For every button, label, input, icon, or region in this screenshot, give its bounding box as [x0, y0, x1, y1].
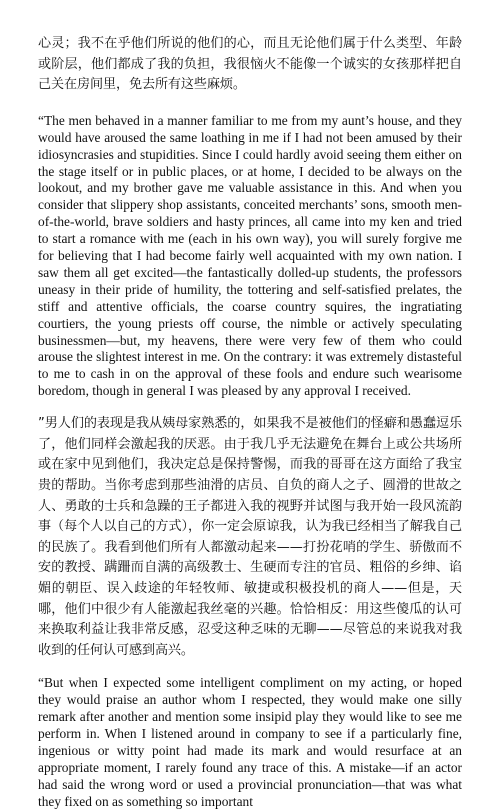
paragraph-chinese-2: ”男人们的表现是我从姨母家熟悉的，如果我不是被他们的怪癖和愚蠢逗乐了，他们同样会激起我的厌恶。由于我几乎无法避免在舞台上或公共场所或在家中见到他们，我决定总是保持警惕，而我的哥哥在这方面给了我宝贵的帮助。当你考虑到那些油滑的店员、自负的商人之子、圆滑的世故之人、勇敢的士兵和急躁的王子都进入我的视野并试图与我开始一段风流韵事（每个人以自己的方式），你一定会原谅我，认为我已经相当了解我自己的民族了。我看到他们所有人都激动起来——打扮花哨的学生、骄傲而不安的教授、蹒跚而自满的高级教士、生硬而专注的官员、粗俗的乡绅、谄媚的朝臣、误入歧途的年轻牧师、敏捷或积极投机的商人——但是，天哪，他们中很少有人能激起我丝毫的兴趣。恰恰相反：用这些傻瓜的认可来换取利益让我非常反感，忍受这种乏味的无聊——尽管总的来说我对我收到的任何认可感到高兴。: [38, 416, 462, 658]
paragraph-english-2: “But when I expected some intelligent compliment on my acting, or hoped they would praise an author whom I respected, they would make one silly remark after another and mention some insipid play they would like to see me perform in. When I listened around in company to see if a particularly fine, ingenious or witty point had made its mark and would resurface at an appropriate moment, I rarely found any trace of this. A mistake—if an actor had said the wrong word or used a provincial pronunciation—that was what they fixed on as something so important: [38, 675, 462, 809]
paragraph-chinese-1: 心灵；我不在乎他们所说的他们的心，而且无论他们属于什么类型、年龄或阶层，他们都成了我的负担，我很恼火不能像一个诚实的女孩那样把自己关在房间里，免去所有这些麻烦。: [38, 36, 462, 93]
paragraph-english-1: “The men behaved in a manner familiar to me from my aunt’s house, and they would have aroused the same loathing in me if I had not been amused by their idiosyncrasies and stupidities. Since I could hardly avoid seeing them either on the stage itself or in public places, or at home, I decided to be always on the lookout, and my brother gave me valuable assistance in this. And when you consider that slippery shop assistants, conceited merchants’ sons, smooth men-of-the-world, brave soldiers and hasty princes, all came into my ken and tried to start a romance with me (each in his own way), you will surely forgive me for believing that I had become fairly well acquainted with my own nation. I saw them all get excited—the fantastically dolled-up students, the professors uneasy in their pride of humility, the tottering and self-satisfied prelates, the stiff and attentive officials, the coarse country squires, the ingratiating courtiers, the young priests off course, the nimble or actively speculating businessmen—but, my heavens, there were very few of them who could arouse the slightest interest in me. On the contrary: it was extremely distasteful to me to cash in on the approval of these fools and endure such wearisome boredom, though in general I was pleased by any approval I received.: [38, 112, 462, 399]
document-page: [38, 34, 462, 811]
